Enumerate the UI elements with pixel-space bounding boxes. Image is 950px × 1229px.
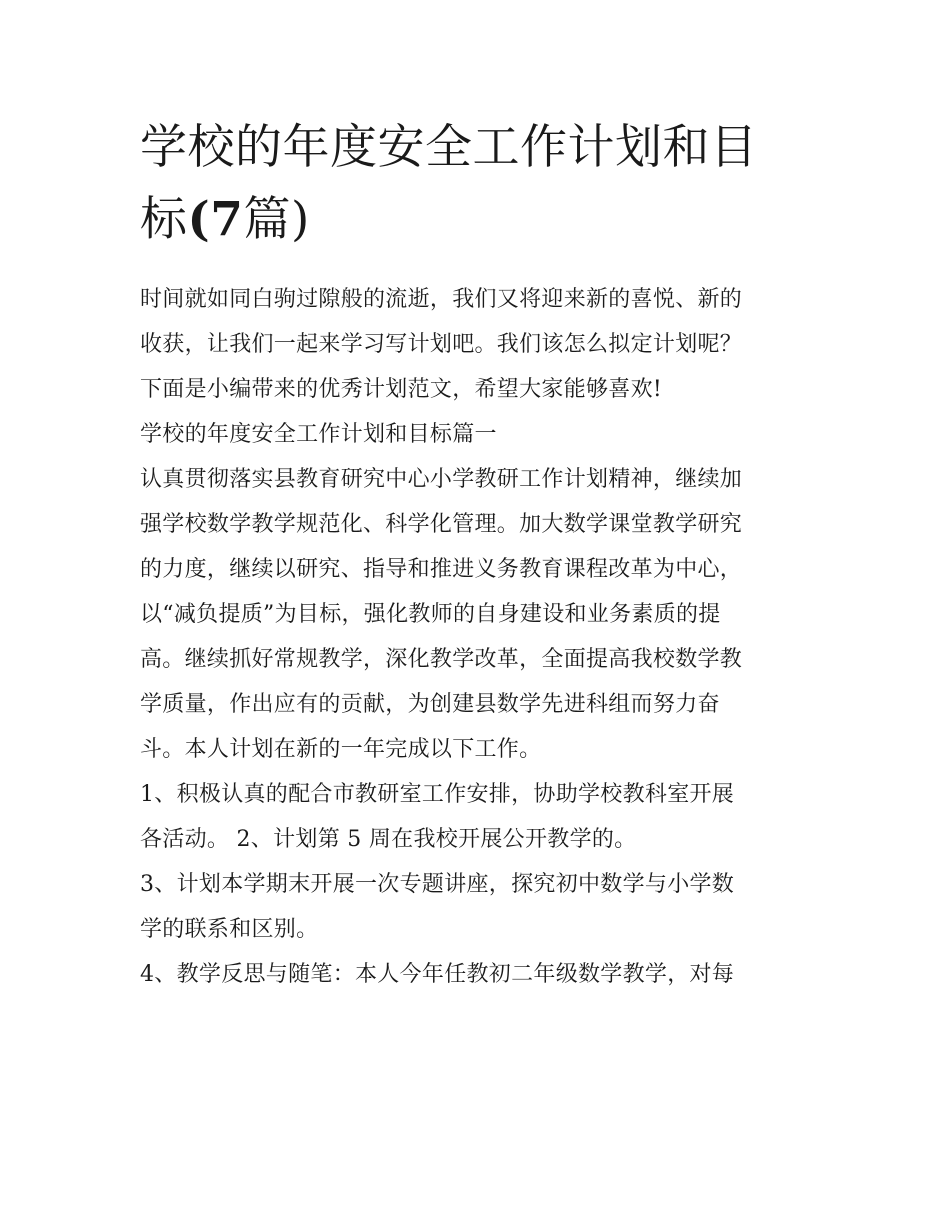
title-suffix: 篇) xyxy=(243,192,310,247)
title-prefix: 标 xyxy=(140,192,188,247)
list-item-3-line: 学的联系和区别。 xyxy=(140,917,319,942)
title-line-1: 学校的年度安全工作计划和目 xyxy=(140,120,758,175)
paragraph-line: 学质量，作出应有的贡献，为创建县数学先进科组而努力奋 xyxy=(140,692,720,717)
paragraph-line: 强学校数学教学规范化、科学化管理。加大数学课堂教学研究 xyxy=(140,512,743,537)
paragraph-line: 斗。本人计划在新的一年完成以下工作。 xyxy=(140,737,542,762)
list-item-3-line: 3、计划本学期末开展一次专题讲座，探究初中数学与小学数 xyxy=(140,872,735,897)
paragraph-line: 以“减负提质”为目标，强化教师的自身建设和业务素质的提 xyxy=(140,602,721,627)
intro-line: 收获，让我们一起来学习写计划吧。我们该怎么拟定计划呢？ xyxy=(140,332,743,357)
intro-line: 时间就如同白驹过隙般的流逝，我们又将迎来新的喜悦、新的 xyxy=(140,287,743,312)
paragraph-line: 高。继续抓好常规教学，深化教学改革，全面提高我校数学教 xyxy=(140,647,743,672)
paragraph-line: 认真贯彻落实县教育研究中心小学教研工作计划精神，继续加 xyxy=(140,467,743,492)
list-item-4-line: 4、教学反思与随笔：本人今年任教初二年级数学教学，对每 xyxy=(140,962,735,987)
section-heading: 学校的年度安全工作计划和目标篇一 xyxy=(140,422,497,447)
document-body xyxy=(140,277,820,997)
list-item-1-line: 1、积极认真的配合市教研室工作安排，协助学校教科室开展 xyxy=(140,782,735,807)
title-line-2 xyxy=(140,184,820,256)
document-title xyxy=(140,112,820,256)
intro-line: 下面是小编带来的优秀计划范文，希望大家能够喜欢! xyxy=(140,377,663,402)
title-count: (7 xyxy=(187,192,244,247)
paragraph-line: 的力度，继续以研究、指导和推进义务教育课程改革为中心， xyxy=(140,557,743,582)
list-item-1-line: 各活动。 2、计划第 5 周在我校开展公开教学的。 xyxy=(140,827,637,852)
